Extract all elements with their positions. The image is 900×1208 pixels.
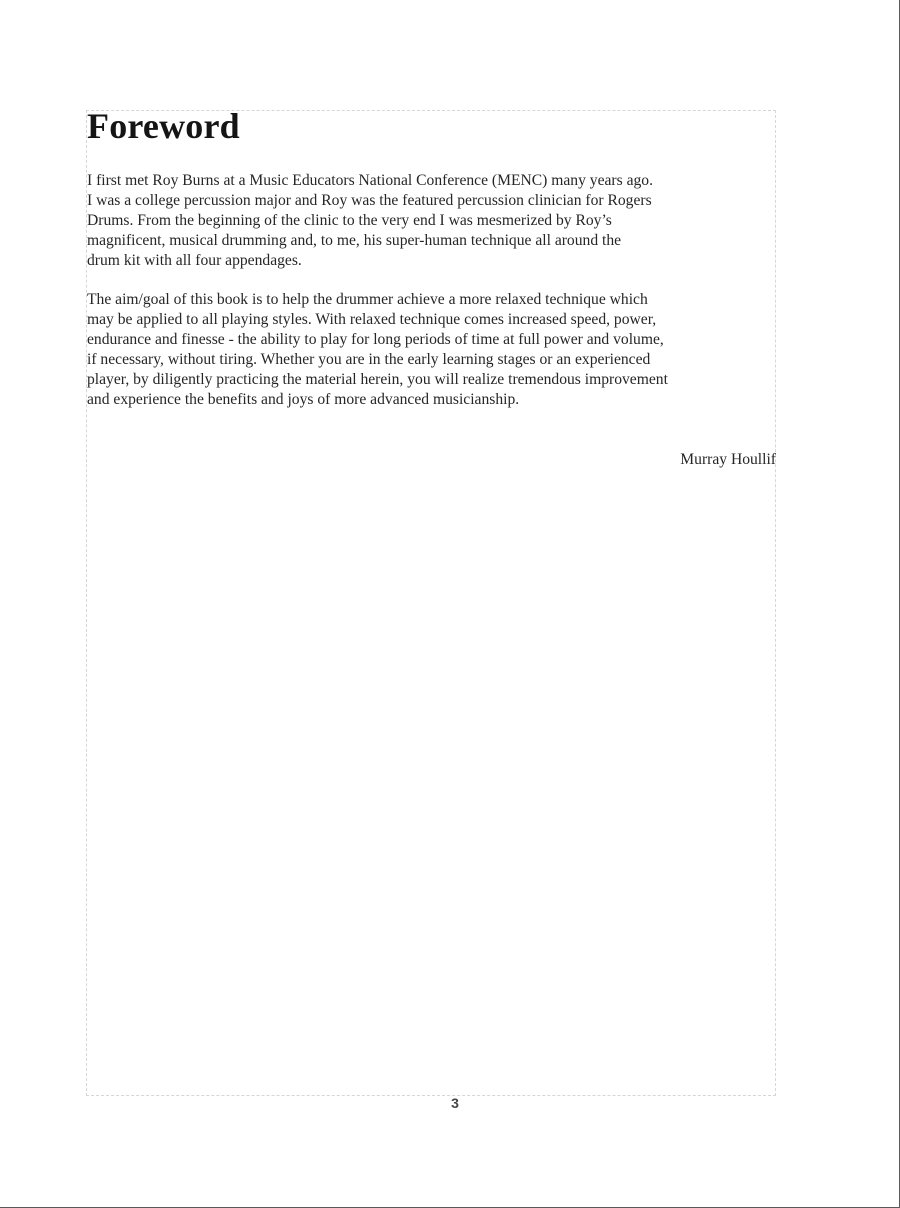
paragraph-line: I was a college percussion major and Roy was the featured percussion clinician for Rogers [87, 192, 652, 209]
paragraph-line: The aim/goal of this book is to help the drummer achieve a more relaxed technique which [87, 291, 648, 308]
paragraph-1 [87, 171, 787, 271]
paragraph-2 [87, 290, 787, 410]
paragraph-line: endurance and finesse - the ability to play for long periods of time at full power and volume, [87, 331, 664, 348]
paragraph-line: may be applied to all playing styles. With relaxed technique comes increased speed, power, [87, 311, 657, 328]
page-title: Foreword [87, 106, 240, 146]
paragraph-line: if necessary, without tiring. Whether you are in the early learning stages or an experienced [87, 351, 651, 368]
paragraph-line: I first met Roy Burns at a Music Educators National Conference (MENC) many years ago. [87, 172, 653, 189]
paragraph-line: Drums. From the beginning of the clinic to the very end I was mesmerized by Roy’s [87, 212, 612, 229]
paragraph-line: drum kit with all four appendages. [87, 252, 302, 269]
author-signature: Murray Houllif [680, 451, 776, 468]
page-number: 3 [451, 1095, 459, 1111]
paragraph-line: player, by diligently practicing the material herein, you will realize tremendous improvement [87, 371, 668, 388]
paragraph-line: magnificent, musical drumming and, to me, his super-human technique all around the [87, 232, 622, 249]
paragraph-line: and experience the benefits and joys of more advanced musicianship. [87, 391, 520, 408]
